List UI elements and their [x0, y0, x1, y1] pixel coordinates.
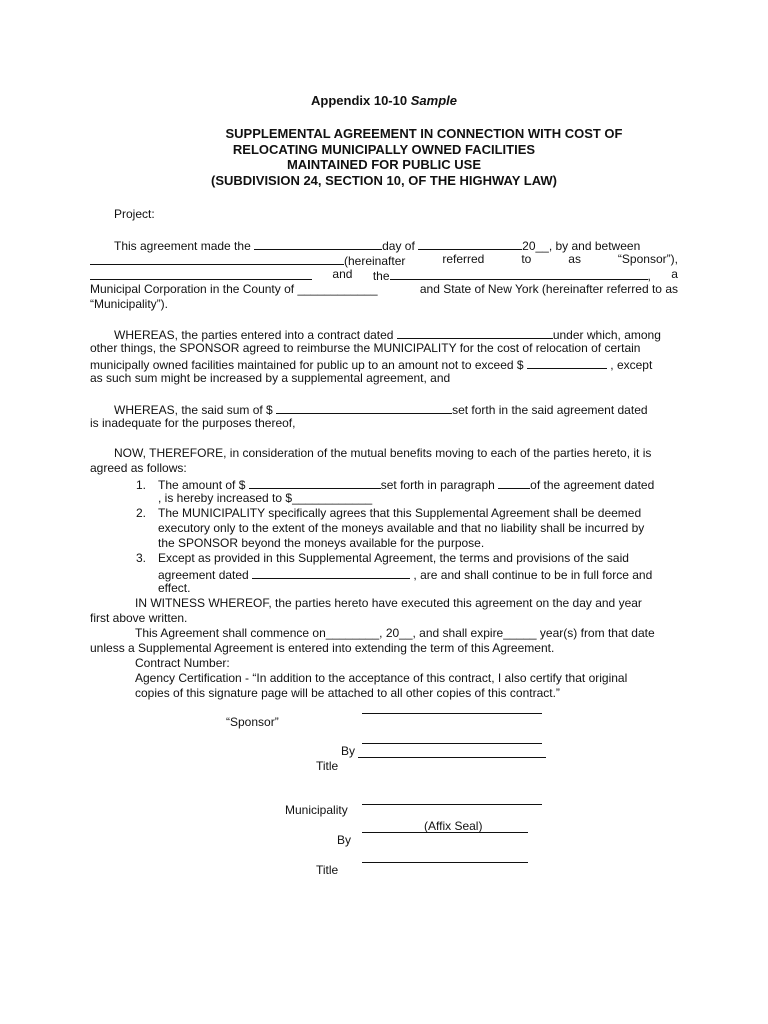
agreement-date-blank[interactable]	[252, 566, 410, 579]
agency-certification: Agency Certification - “In addition to the acceptance of this contract, I also certify that original	[135, 671, 628, 685]
sponsor-signature-line[interactable]	[362, 713, 542, 714]
date-blank[interactable]	[254, 237, 382, 250]
increase-amount-blank[interactable]	[249, 476, 381, 489]
municipality-title-line[interactable]	[362, 862, 528, 863]
whereas-paragraph-2: WHEREAS, the said sum of $ set forth in the said agreement dated is inadequate for the purposes thereof,	[90, 403, 648, 430]
appendix-label: Appendix 10-10	[311, 93, 408, 108]
title-label-2: Title	[316, 863, 339, 877]
title-label: Title	[316, 759, 339, 773]
document-title	[0, 126, 768, 188]
witness-paragraph: IN WITNESS WHEREOF, the parties hereto have executed this agreement on the day and year first above written. This Agreement shall commence on________, 20__, and shall expire_____ year(s) from that date unless a Supplemental Agreement is entered into extending the term of this Agreement. Contract Number: Agency Certification - “In addition to the acceptance of this contract, I also certify that original copies of this signature page will be attached to all other copies of this contract.”	[90, 596, 678, 701]
list-item: 2. The MUNICIPALITY specifically agrees that this Supplemental Agreement shall be deemed	[136, 506, 642, 520]
list-item: 1. The amount of $ set forth in paragraph of the agreement dated	[136, 478, 655, 492]
list-item: 3. Except as provided in this Supplemental Agreement, the terms and provisions of the said	[136, 551, 629, 565]
municipality-label: Municipality	[285, 803, 348, 817]
month-blank[interactable]	[418, 237, 522, 250]
sum-blank[interactable]	[276, 401, 452, 414]
contract-number: Contract Number:	[135, 656, 230, 670]
title-line-1: SUPPLEMENTAL AGREEMENT IN CONNECTION WITH COST OF	[225, 126, 623, 141]
project-label: Project:	[114, 207, 155, 221]
title-line-2: RELOCATING MUNICIPALLY OWNED FACILITIES	[232, 141, 536, 157]
whereas-paragraph-1: WHEREAS, the parties entered into a contract dated under which, among other things, the SPONSOR agreed to reimburse the MUNICIPALITY for the cost of relocation of certain municipally owned facilities maintained for public up to an amount not to exceed $ , except as such sum might be increased by a supplemental agreement, and	[90, 328, 661, 385]
sponsor-name-blank[interactable]	[90, 252, 344, 265]
sponsor-title-line[interactable]	[358, 757, 546, 758]
appendix-sample: Sample	[410, 93, 457, 108]
municipality-by-line[interactable]	[362, 832, 528, 833]
contract-date-blank[interactable]	[397, 326, 553, 339]
by-label-2: By	[337, 833, 352, 847]
affix-seal-label: (Affix Seal)	[424, 819, 483, 833]
title-line-4: (SUBDIVISION 24, SECTION 10, OF THE HIGHWAY LAW)	[211, 172, 557, 188]
now-therefore-paragraph: NOW, THEREFORE, in consideration of the mutual benefits moving to each of the parties hereto, it is agreed as follows: 1. The amount of $ set forth in paragraph of the agreement dated , is hereby increased to $____________ 2. The MUNICIPALITY specifically agrees that this Supplemental Agreement shall be deemed executory only to the extent of the moneys available and that no liability shall be incurred by the SPONSOR beyond the moneys available for the purpose. 3. Except as provided in this Supplemental Agreement, the terms and provisions of the said agreement dated , are and shall continue to be in full force and effect.	[90, 446, 678, 596]
appendix-heading	[0, 93, 768, 108]
sponsor-by-line[interactable]	[362, 743, 542, 744]
by-label: By	[341, 744, 356, 758]
title-line-3: MAINTAINED FOR PUBLIC USE	[286, 157, 482, 172]
amount-blank[interactable]	[527, 356, 607, 369]
municipality-signature-line[interactable]	[362, 804, 542, 805]
paragraph-blank[interactable]	[498, 476, 530, 489]
sponsor-line-blank[interactable]	[90, 267, 312, 280]
agreement-paragraph: This agreement made the day of 20__, by and between (hereinafter referred to as “Sponsor”), and the , a Municipal Corporation in the County of ____________ and State of New York (hereinafter referred to as “Municipality”).	[90, 239, 678, 311]
terms-list: 1. The amount of $ set forth in paragraph of the agreement dated , is hereby increased to $____________ 2. The MUNICIPALITY specifically agrees that this Supplemental Agreement shall be deemed executory only to the extent of the moneys available and that no liability shall be incurred by the SPONSOR beyond the moneys available for the purpose. 3. Except as provided in this Supplemental Agreement, the terms and provisions of the said agreement dated , are and shall continue to be in full force and effect.	[90, 476, 678, 596]
municipality-name-blank[interactable]	[390, 267, 648, 280]
sponsor-label: “Sponsor”	[226, 715, 279, 729]
